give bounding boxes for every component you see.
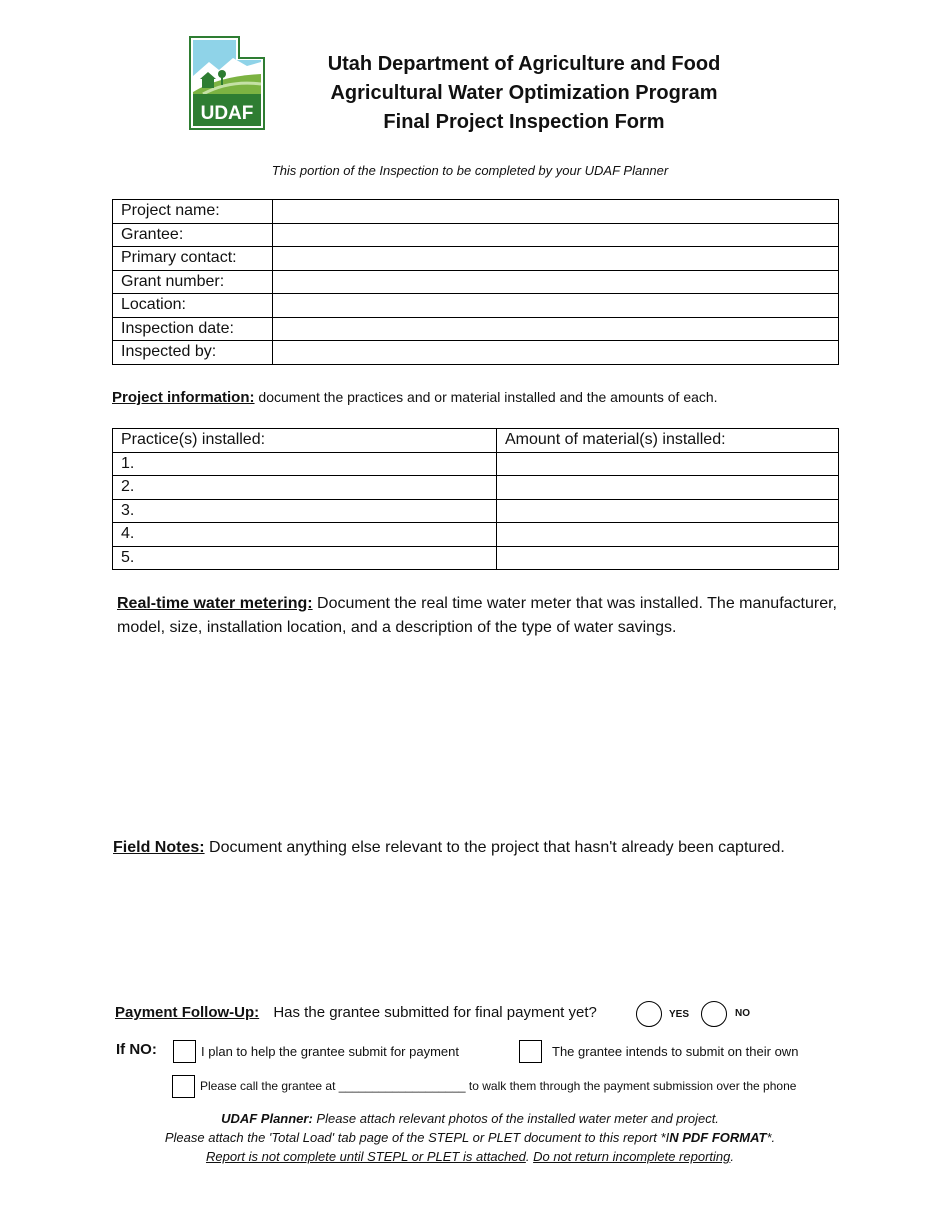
practice-row — [113, 499, 839, 523]
amount-cell[interactable] — [497, 523, 839, 547]
field-notes-section — [113, 839, 785, 857]
info-label: Inspection date: — [113, 317, 273, 341]
footer-line2-a: Please attach the 'Total Load' tab page of the STEPL or PLET document to this report *I — [164, 1130, 670, 1145]
grantee-own-checkbox[interactable] — [519, 1040, 542, 1063]
help-submit-label: I plan to help the grantee submit for payment — [201, 1044, 459, 1059]
info-row — [113, 341, 839, 365]
project-information-section — [112, 389, 718, 406]
header-line-1: Utah Department of Agriculture and Food — [327, 53, 721, 75]
practice-cell[interactable]: 5. — [113, 546, 497, 570]
no-label: NO — [735, 1008, 750, 1019]
info-label: Grant number: — [113, 270, 273, 294]
metering-heading: Real-time water metering: — [117, 595, 313, 612]
metering-text: Document the real time water meter that was installed. The manufacturer, model, size, installation location, and a description of the type of water savings. — [117, 595, 837, 636]
amount-col-header: Amount of material(s) installed: — [497, 429, 839, 453]
practices-col-header: Practice(s) installed: — [113, 429, 497, 453]
project-info-table — [112, 199, 839, 365]
info-label: Primary contact: — [113, 247, 273, 271]
footer-line3-d: . — [730, 1149, 734, 1164]
footer-line-3 — [0, 1147, 940, 1166]
grantee-own-label: The grantee intends to submit on their own — [552, 1044, 799, 1059]
field-notes-heading: Field Notes: — [113, 839, 205, 856]
form-header — [280, 50, 768, 137]
field-notes-text: Document anything else relevant to the project that hasn't already been captured. — [204, 839, 785, 856]
footer-line3-c: Do not return incomplete reporting — [533, 1149, 731, 1164]
practice-cell[interactable]: 1. — [113, 452, 497, 476]
project-information-text: document the practices and or material installed and the amounts of each. — [254, 389, 718, 405]
practice-row — [113, 476, 839, 500]
info-label: Grantee: — [113, 223, 273, 247]
footer-instructions — [0, 1109, 940, 1166]
no-radio[interactable] — [701, 1001, 727, 1027]
info-value-field[interactable] — [273, 341, 839, 365]
amount-cell[interactable] — [497, 546, 839, 570]
metering-section — [117, 592, 847, 640]
footer-line1-text: Please attach relevant photos of the installed water meter and project. — [312, 1111, 719, 1126]
amount-cell[interactable] — [497, 499, 839, 523]
amount-cell[interactable] — [497, 452, 839, 476]
project-information-heading: Project information: — [112, 389, 255, 406]
practice-cell[interactable]: 3. — [113, 499, 497, 523]
info-value-field[interactable] — [273, 270, 839, 294]
footer-line2-b: N PDF FORMAT — [669, 1130, 767, 1145]
info-label: Inspected by: — [113, 341, 273, 365]
practice-cell[interactable]: 2. — [113, 476, 497, 500]
footer-line-1 — [0, 1109, 940, 1128]
practice-row — [113, 546, 839, 570]
info-row — [113, 223, 839, 247]
footer-planner-label: UDAF Planner: — [221, 1111, 313, 1126]
info-value-field[interactable] — [273, 247, 839, 271]
header-line-2: Agricultural Water Optimization Program — [330, 82, 718, 104]
practices-header-row — [113, 429, 839, 453]
header-line-3: Final Project Inspection Form — [383, 111, 665, 133]
practice-cell[interactable]: 4. — [113, 523, 497, 547]
info-row — [113, 270, 839, 294]
payment-question: Has the grantee submitted for final payment yet? — [273, 1004, 597, 1021]
info-row — [113, 294, 839, 318]
if-no-label: If NO: — [116, 1041, 157, 1058]
info-label: Location: — [113, 294, 273, 318]
practices-table — [112, 428, 839, 570]
yes-radio[interactable] — [636, 1001, 662, 1027]
call-grantee-checkbox[interactable] — [172, 1075, 195, 1098]
footer-line3-b: . — [525, 1149, 534, 1164]
info-label: Project name: — [113, 200, 273, 224]
info-row — [113, 200, 839, 224]
logo-text: UDAF — [200, 103, 254, 124]
payment-heading-line — [115, 1004, 597, 1021]
yes-label: YES — [669, 1009, 690, 1020]
info-value-field[interactable] — [273, 200, 839, 224]
info-value-field[interactable] — [273, 317, 839, 341]
footer-line2-c: *. — [766, 1130, 776, 1145]
call-grantee-label: Please call the grantee at ___________________ to walk them through the payment submission over the phone — [200, 1079, 797, 1093]
payment-heading: Payment Follow-Up: — [115, 1004, 260, 1021]
footer-line3-a: Report is not complete until STEPL or PLET is attached — [205, 1149, 526, 1164]
help-submit-checkbox[interactable] — [173, 1040, 196, 1063]
info-row — [113, 317, 839, 341]
practice-row — [113, 452, 839, 476]
udaf-logo — [189, 36, 265, 130]
info-value-field[interactable] — [273, 294, 839, 318]
footer-line-2 — [0, 1128, 940, 1147]
info-row — [113, 247, 839, 271]
amount-cell[interactable] — [497, 476, 839, 500]
practice-row — [113, 523, 839, 547]
planner-note: This portion of the Inspection to be completed by your UDAF Planner — [271, 163, 669, 178]
info-value-field[interactable] — [273, 223, 839, 247]
